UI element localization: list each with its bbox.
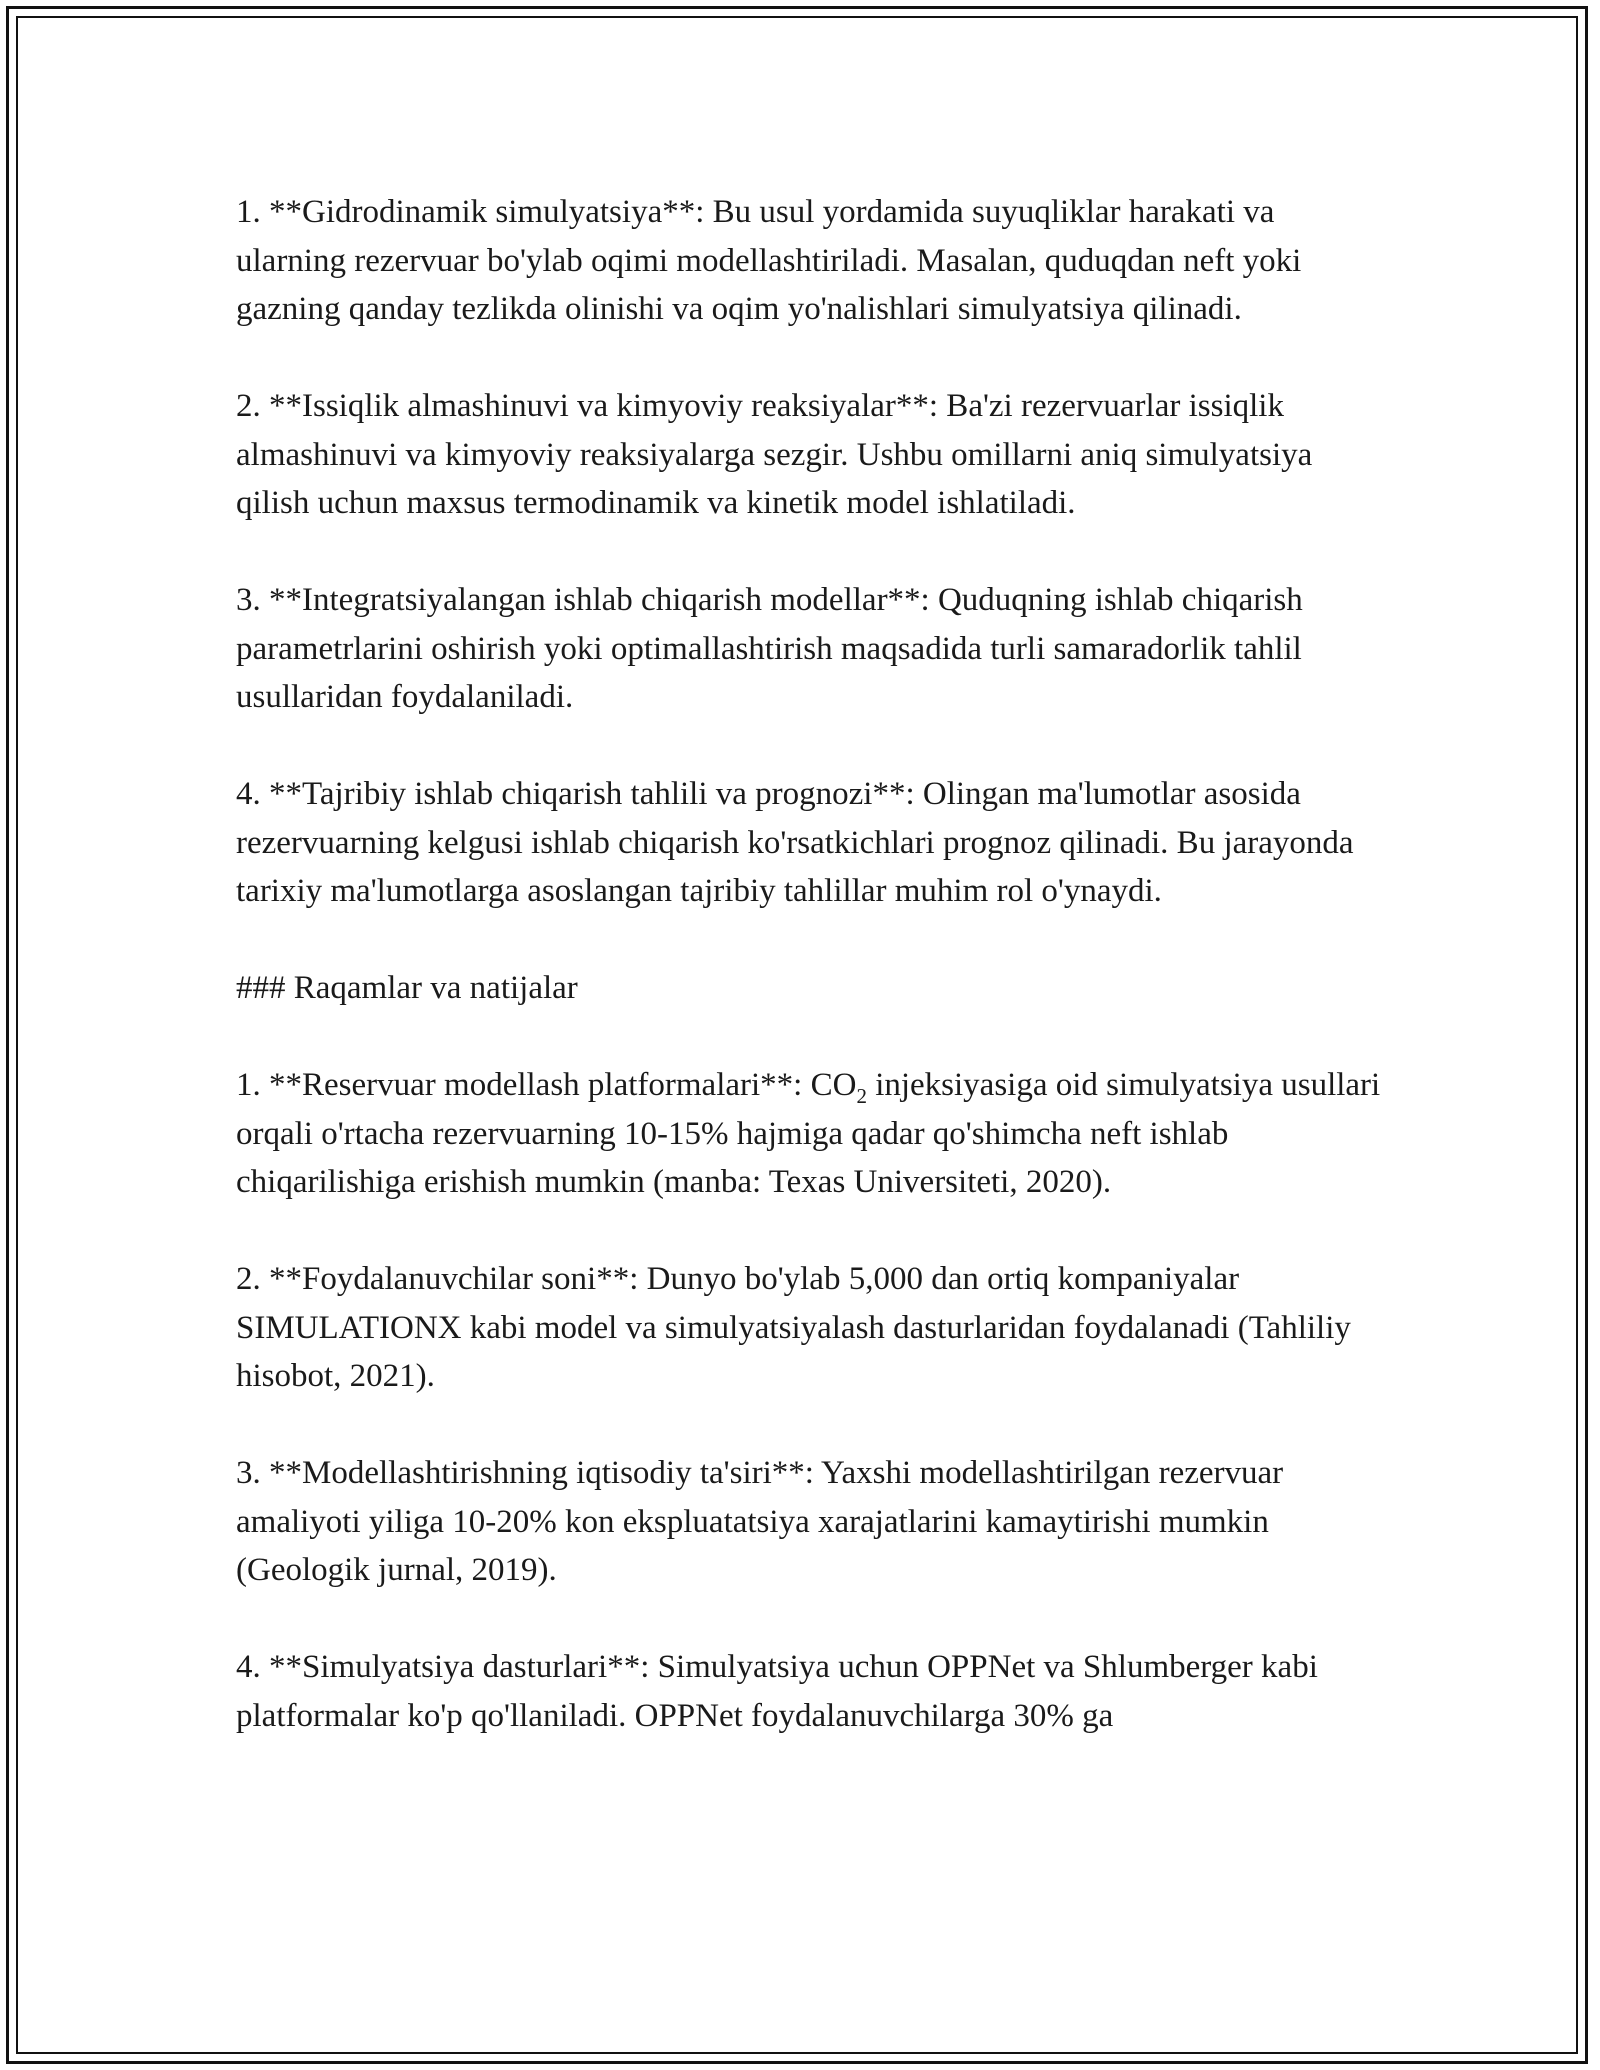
co2-text-after: injeksiyasiga oid simulyatsiya usullari orqali o'rtacha rezervuarning 10-15% hajmiga qadar qo'shimcha neft ishlab chiqarilishiga erishish mumkin (manba: Texas Universiteti, 2020). [236,1067,1381,1200]
co2-text-before: 1. **Reservuar modellash platformalari**: CO [236,1067,857,1103]
paragraph-foydalanuvchilar-soni: 2. **Foydalanuvchilar soni**: Dunyo bo'ylab 5,000 dan ortiq kompaniyalar SIMULATIONX kabi model va simulyatsiyalash dasturlaridan foydalanadi (Tahliliy hisobot, 2021). [236,1261,1351,1394]
paragraph-issiqlik-almashinuvi: 2. **Issiqlik almashinuvi va kimyoviy reaksiyalar**: Ba'zi rezervuarlar issiqlik almashinuvi va kimyoviy reaksiyalarga sezgir. Ushbu omillarni aniq simulyatsiya qilish uchun maxsus termodinamik va kinetik model ishlatiladi. [236,388,1313,521]
paragraph-tajribiy-tahlil: 4. **Tajribiy ishlab chiqarish tahlili va prognozi**: Olingan ma'lumotlar asosida rezervuarning kelgusi ishlab chiqarish ko'rsatkichlari prognoz qilinadi. Bu jarayonda tarixiy ma'lumotlarga asoslangan tajribiy tahlillar muhim rol o'ynaydi. [236,776,1354,909]
section-heading-raqamlar: ### Raqamlar va natijalar [236,970,578,1006]
paragraph-gidrodinamik-simulyatsiya: 1. **Gidrodinamik simulyatsiya**: Bu usul yordamida suyuqliklar harakati va ularning rezervuar bo'ylab oqimi modellashtiriladi. Masalan, quduqdan neft yoki gazning qanday tezlikda olinishi va oqim yo'nalishlari simulyatsiya qilinadi. [236,194,1302,327]
document-body [236,188,1386,1740]
co2-subscript: 2 [856,1084,867,1108]
paragraph-iqtisodiy-tasiri: 3. **Modellashtirishning iqtisodiy ta'siri**: Yaxshi modellashtirilgan rezervuar amaliyoti yiliga 10-20% kon ekspluatatsiya xarajatlarini kamaytirishi mumkin (Geologik jurnal, 2019). [236,1455,1284,1588]
paragraph-simulyatsiya-dasturlari: 4. **Simulyatsiya dasturlari**: Simulyatsiya uchun OPPNet va Shlumberger kabi platformalar ko'p qo'llaniladi. OPPNet foydalanuvchilarga 30% ga [236,1649,1318,1734]
paragraph-reservuar-platformalari [236,1061,1386,1207]
paragraph-integratsiyalangan-modellar: 3. **Integratsiyalangan ishlab chiqarish modellar**: Quduqning ishlab chiqarish parametrlarini oshirish yoki optimallashtirish maqsadida turli samaradorlik tahlil usullaridan foydalaniladi. [236,582,1303,715]
